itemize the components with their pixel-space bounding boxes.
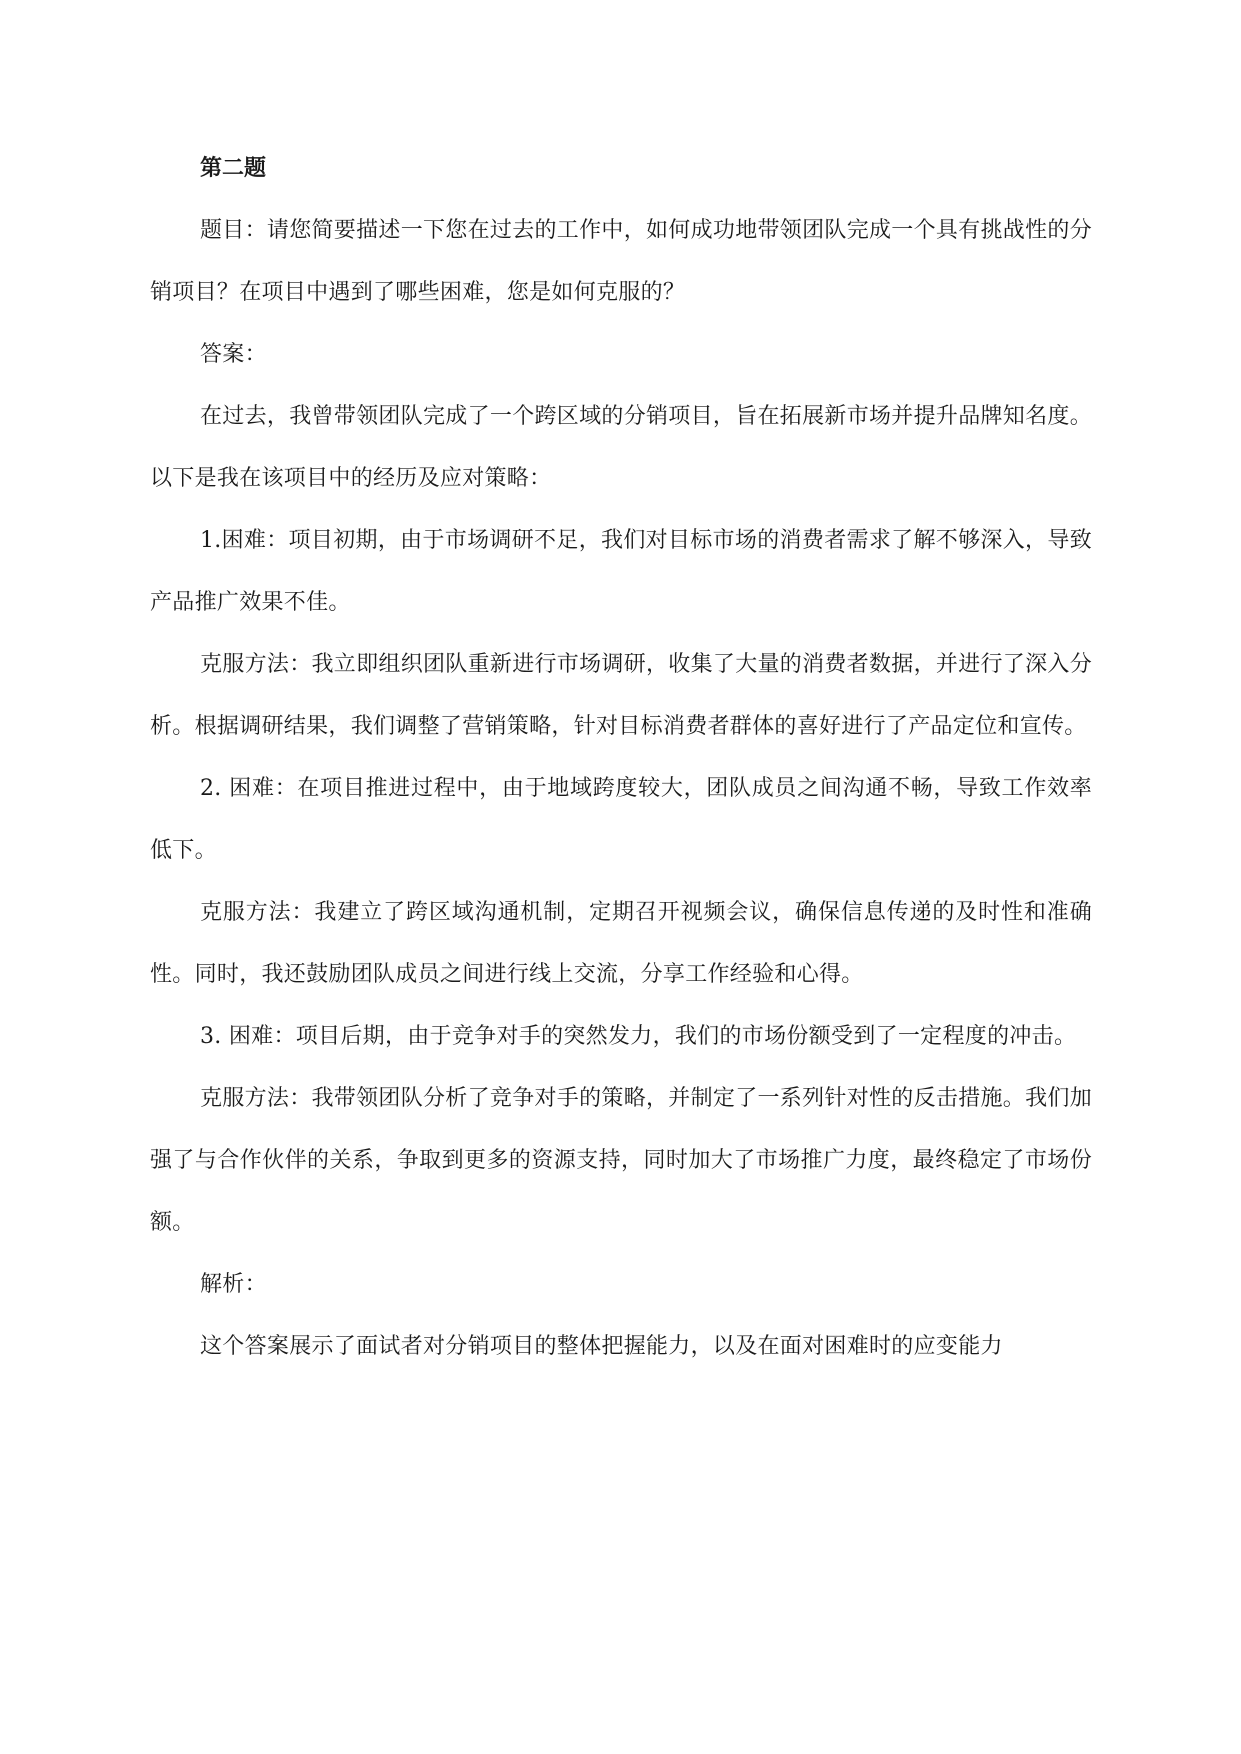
solution-2: 克服方法：我建立了跨区域沟通机制，定期召开视频会议，确保信息传递的及时性和准确性。同时，我还鼓励团队成员之间进行线上交流，分享工作经验和心得。 [150, 900, 1092, 987]
difficulty-1: 1.困难：项目初期，由于市场调研不足，我们对目标市场的消费者需求了解不够深入，导致产品推广效果不佳。 [150, 528, 1092, 615]
solution-3: 克服方法：我带领团队分析了竞争对手的策略，并制定了一系列针对性的反击措施。我们加强了与合作伙伴的关系，争取到更多的资源支持，同时加大了市场推广力度，最终稳定了市场份额。 [150, 1086, 1093, 1235]
question-text: 题目：请您简要描述一下您在过去的工作中，如何成功地带领团队完成一个具有挑战性的分销项目？在项目中遇到了哪些困难，您是如何克服的？ [150, 218, 1093, 305]
difficulty-3: 3. 困难：项目后期，由于竞争对手的突然发力，我们的市场份额受到了一定程度的冲击。 [200, 1024, 1077, 1049]
analysis-label: 解析： [200, 1272, 267, 1297]
difficulty-2: 2. 困难：在项目推进过程中，由于地域跨度较大，团队成员之间沟通不畅，导致工作效率低下。 [150, 776, 1092, 863]
question-heading: 第二题 [200, 156, 267, 181]
solution-1: 克服方法：我立即组织团队重新进行市场调研，收集了大量的消费者数据，并进行了深入分析。根据调研结果，我们调整了营销策略，针对目标消费者群体的喜好进行了产品定位和宣传。 [150, 652, 1093, 739]
analysis-text: 这个答案展示了面试者对分销项目的整体把握能力，以及在面对困难时的应变能力 [200, 1334, 1003, 1359]
answer-intro: 在过去，我曾带领团队完成了一个跨区域的分销项目，旨在拓展新市场并提升品牌知名度。以下是我在该项目中的经历及应对策略： [150, 404, 1093, 491]
document-body [150, 138, 1092, 1378]
answer-label: 答案： [200, 342, 267, 367]
